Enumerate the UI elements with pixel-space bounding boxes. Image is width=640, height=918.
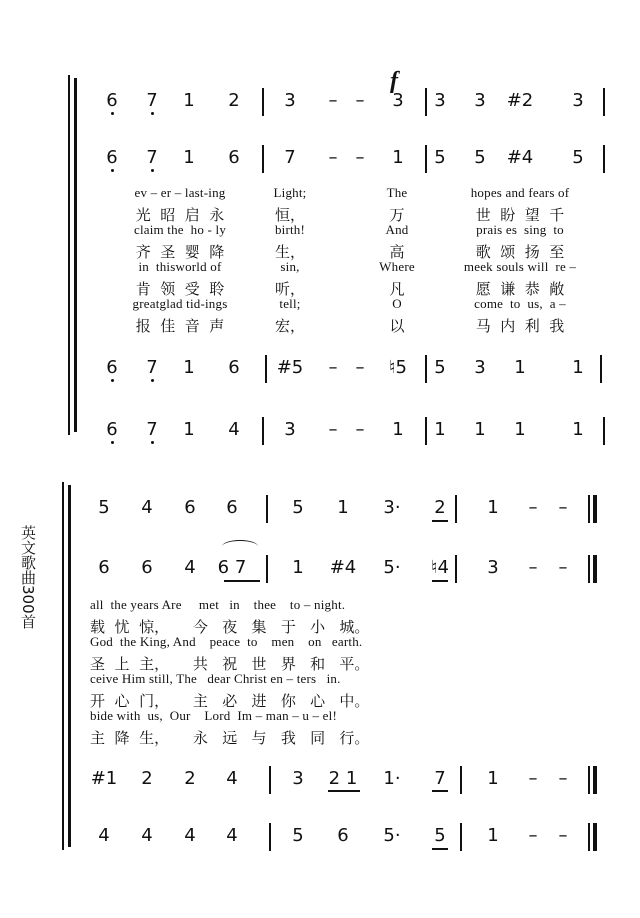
sys1-lyric: 马 内 利 我 xyxy=(475,316,565,335)
sys1-lyric: O xyxy=(392,296,402,311)
sys1-lyric: The xyxy=(386,185,408,200)
sys2-row2-barline xyxy=(588,555,590,583)
sys2-row2-note: 1 xyxy=(292,557,304,578)
sys1-row4-note: 4 xyxy=(228,419,240,440)
sys1-lyric: meek souls will re – xyxy=(463,259,577,274)
eighth-underline xyxy=(432,790,448,792)
sys2-row1-barline xyxy=(266,495,268,523)
sys2-row2-note: 5· xyxy=(383,557,401,578)
sys2-row1-note: – xyxy=(528,497,538,518)
sys1-lyric: 报 佳 音 声 xyxy=(135,316,225,335)
sys1-row3-note: 6 xyxy=(228,357,240,378)
sys1-row2-note: 6 xyxy=(228,147,240,168)
sys1-row1-barline xyxy=(262,88,264,116)
sys2-row2-note: #4 xyxy=(329,557,357,578)
sys2-row3-note: 1 xyxy=(487,768,499,789)
eighth-underline xyxy=(328,790,360,792)
sys1-row2-barline xyxy=(603,145,605,173)
sys2-row2-barline xyxy=(266,555,268,583)
sys2-row4-note: 4 xyxy=(98,825,110,846)
sys2-row1-note: 1 xyxy=(487,497,499,518)
sys1-row1-note: 3 xyxy=(474,90,486,111)
sys1-row4-note: 7 xyxy=(146,419,158,440)
sys1-row4-note: – xyxy=(328,419,338,440)
sys2-row3-note: 7 xyxy=(434,768,446,789)
low-octave-dot xyxy=(151,441,154,444)
sys1-lyric: 凡 xyxy=(389,279,405,298)
sys2-row4-barline xyxy=(460,823,462,851)
sys1-row1-barline xyxy=(603,88,605,116)
sys1-lyric: sin, xyxy=(280,259,300,274)
sys2-row1-note: 4 xyxy=(141,497,153,518)
sys2-row3-note: 2 xyxy=(141,768,153,789)
sys2-row4-barline xyxy=(269,823,271,851)
sys1-lyric: 愿 谦 恭 敞 xyxy=(475,279,565,298)
sys1-row4-note: 1 xyxy=(183,419,195,440)
sys2-row3-note: 2 xyxy=(184,768,196,789)
sys1-row3-note: – xyxy=(328,357,338,378)
sys2-row4-barline xyxy=(588,823,590,851)
sys2-final-bar xyxy=(593,555,597,583)
sys2-row3-barline xyxy=(460,766,462,794)
sys2-row1-note: 5 xyxy=(98,497,110,518)
sys1-row1-note: – xyxy=(328,90,338,111)
sys2-row2-note: 6 7 xyxy=(217,557,247,578)
sys1-row2-note: 7 xyxy=(146,147,158,168)
low-octave-dot xyxy=(151,379,154,382)
book-title: 英文歌曲300首 xyxy=(19,525,37,629)
sys1-row2-note: – xyxy=(355,147,365,168)
sys1-row1-note: 7 xyxy=(146,90,158,111)
sys2-row1-note: 1 xyxy=(337,497,349,518)
low-octave-dot xyxy=(151,169,154,172)
sys1-row2-note: 7 xyxy=(284,147,296,168)
sys2-row1-note: 6 xyxy=(184,497,196,518)
sys1-lyric: Where xyxy=(379,259,415,274)
sys2-lyric: God the King, And peace to men on earth. xyxy=(90,634,363,649)
sys1-row2-note: 5 xyxy=(572,147,584,168)
sys2-row3-note: 2 1 xyxy=(328,768,358,789)
sys2-row2-note: 3 xyxy=(487,557,499,578)
system1-brace xyxy=(68,75,70,435)
sys1-lyric: prais es sing to xyxy=(476,222,564,237)
sys1-row2-note: 1 xyxy=(183,147,195,168)
sys2-row3-note: – xyxy=(528,768,538,789)
sys1-lyric: come to us, a – xyxy=(474,296,566,311)
sys1-row2-note: – xyxy=(328,147,338,168)
sys1-lyric: And xyxy=(385,222,409,237)
low-octave-dot xyxy=(151,112,154,115)
sys1-lyric: 以 xyxy=(389,316,405,335)
sys1-row3-note: 5 xyxy=(434,357,446,378)
sys2-row3-barline xyxy=(269,766,271,794)
sys2-row3-barline xyxy=(588,766,590,794)
low-octave-dot xyxy=(111,169,114,172)
sys1-row1-note: 6 xyxy=(106,90,118,111)
eighth-underline xyxy=(224,580,260,582)
sys1-lyric: 高 xyxy=(389,242,405,261)
sys1-row4-barline xyxy=(262,417,264,445)
sys1-row4-barline xyxy=(425,417,427,445)
sys2-final-bar xyxy=(593,823,597,851)
sys2-row2-note: 4 xyxy=(184,557,196,578)
sys1-lyric: birth! xyxy=(274,222,306,237)
sys2-row1-barline xyxy=(588,495,590,523)
sys1-row4-note: – xyxy=(355,419,365,440)
sys1-row3-note: 3 xyxy=(474,357,486,378)
sys2-row3-note: – xyxy=(558,768,568,789)
sys2-lyric: 圣 上 主， 共 祝 世 界 和 平。 xyxy=(90,654,370,673)
sys1-lyric: 宏， xyxy=(274,316,306,335)
sys1-row2-barline xyxy=(425,145,427,173)
sys1-row4-barline xyxy=(603,417,605,445)
sys2-row1-note: 3· xyxy=(383,497,401,518)
sys1-row1-note: 2 xyxy=(228,90,240,111)
sys1-row3-note: 1 xyxy=(183,357,195,378)
sys2-row3-note: 3 xyxy=(292,768,304,789)
sys1-row3-note: #5 xyxy=(276,357,304,378)
sys1-row3-barline xyxy=(425,355,427,383)
sys1-lyric: 恒， xyxy=(274,205,306,224)
sys2-row1-note: – xyxy=(558,497,568,518)
sys2-row3-note: 4 xyxy=(226,768,238,789)
sys2-row2-note: – xyxy=(558,557,568,578)
sys2-lyric: ceive Him still, The dear Christ en – ters in. xyxy=(90,671,341,686)
sys1-row1-note: 1 xyxy=(183,90,195,111)
sys1-row3-note: 6 xyxy=(106,357,118,378)
sys1-row1-note: 3 xyxy=(392,90,404,111)
sys1-row4-note: 6 xyxy=(106,419,118,440)
sys2-lyric: all the years Are met in thee to – night. xyxy=(90,597,346,612)
sys2-row2-note: 6 xyxy=(98,557,110,578)
sys1-lyric: 世 盼 望 千 xyxy=(475,205,565,224)
sys1-row3-barline xyxy=(600,355,602,383)
sys1-row2-note: #4 xyxy=(506,147,534,168)
sys1-row1-note: 3 xyxy=(284,90,296,111)
sys2-row2-barline xyxy=(455,555,457,583)
sys2-row2-note: – xyxy=(528,557,538,578)
sys1-row1-note: – xyxy=(355,90,365,111)
system2-brace xyxy=(62,482,64,850)
sys1-row2-note: 1 xyxy=(392,147,404,168)
sys2-lyric: 主 降 生， 永 远 与 我 同 行。 xyxy=(90,728,370,747)
sys1-lyric: 齐 圣 婴 降 xyxy=(135,242,225,261)
slur xyxy=(222,540,258,553)
sys1-row4-note: 1 xyxy=(392,419,404,440)
sys2-final-bar xyxy=(593,495,597,523)
sys1-row4-note: 1 xyxy=(474,419,486,440)
sys2-lyric: 载 忧 惊， 今 夜 集 于 小 城。 xyxy=(90,617,370,636)
sys2-row4-note: 6 xyxy=(337,825,349,846)
forte-mark: f xyxy=(390,68,398,94)
sys1-row2-note: 5 xyxy=(434,147,446,168)
sys1-lyric: 光 昭 启 永 xyxy=(135,205,225,224)
eighth-underline xyxy=(432,580,448,582)
sys1-row4-note: 1 xyxy=(434,419,446,440)
sys2-row4-note: 1 xyxy=(487,825,499,846)
sys1-row3-note: 7 xyxy=(146,357,158,378)
sys2-row1-note: 2 xyxy=(434,497,446,518)
sys1-lyric: 生， xyxy=(274,242,306,261)
eighth-underline xyxy=(432,848,448,850)
sys1-lyric: ev – er – last-ing xyxy=(134,185,226,200)
low-octave-dot xyxy=(111,112,114,115)
sys2-row1-note: 5 xyxy=(292,497,304,518)
sys1-lyric: tell; xyxy=(279,296,301,311)
sys2-row4-note: 4 xyxy=(184,825,196,846)
sys2-row4-note: 5 xyxy=(434,825,446,846)
sys2-row2-note: ♮4 xyxy=(431,557,449,578)
sys1-row2-barline xyxy=(262,145,264,173)
sys1-row2-note: 5 xyxy=(474,147,486,168)
sys1-row1-note: #2 xyxy=(506,90,534,111)
sys1-lyric: in thisworld of xyxy=(138,259,222,274)
sys1-row3-note: 1 xyxy=(572,357,584,378)
sys2-row4-note: 5 xyxy=(292,825,304,846)
sys2-row2-note: 6 xyxy=(141,557,153,578)
sys1-lyric: claim the ho - ly xyxy=(133,222,227,237)
sys1-row3-note: – xyxy=(355,357,365,378)
sys1-row1-note: 3 xyxy=(434,90,446,111)
sys1-lyric: Light; xyxy=(273,185,307,200)
system1-brace-inner xyxy=(74,78,77,432)
sys2-row3-note: #1 xyxy=(90,768,118,789)
sys1-lyric: 万 xyxy=(389,205,405,224)
sys2-row4-note: – xyxy=(558,825,568,846)
low-octave-dot xyxy=(111,441,114,444)
sys1-row1-note: 3 xyxy=(572,90,584,111)
sys2-row4-note: 4 xyxy=(226,825,238,846)
sys1-row3-note: 1 xyxy=(514,357,526,378)
low-octave-dot xyxy=(111,379,114,382)
sys2-row1-note: 6 xyxy=(226,497,238,518)
sys2-lyric: bide with us, Our Lord Im – man – u – el! xyxy=(90,708,337,723)
sys1-row3-note: ♮5 xyxy=(389,357,407,378)
sys1-row3-barline xyxy=(265,355,267,383)
eighth-underline xyxy=(432,520,448,522)
sys1-row4-note: 1 xyxy=(514,419,526,440)
sys1-row2-note: 6 xyxy=(106,147,118,168)
sys2-row4-note: 5· xyxy=(383,825,401,846)
sys2-lyric: 开 心 门， 主 必 进 你 心 中。 xyxy=(90,691,370,710)
sys1-lyric: hopes and fears of xyxy=(470,185,570,200)
sys2-final-bar xyxy=(593,766,597,794)
sys1-row4-note: 3 xyxy=(284,419,296,440)
sys1-row4-note: 1 xyxy=(572,419,584,440)
sys2-row4-note: 4 xyxy=(141,825,153,846)
sys1-lyric: 歌 颂 扬 至 xyxy=(475,242,565,261)
sys2-row4-note: – xyxy=(528,825,538,846)
sys2-row1-barline xyxy=(455,495,457,523)
sys1-lyric: 听， xyxy=(274,279,306,298)
system2-brace-inner xyxy=(68,485,71,847)
sys1-lyric: 肯 领 受 聆 xyxy=(135,279,225,298)
sys1-lyric: greatglad tid-ings xyxy=(132,296,228,311)
sys1-row1-barline xyxy=(425,88,427,116)
sys2-row3-note: 1· xyxy=(383,768,401,789)
